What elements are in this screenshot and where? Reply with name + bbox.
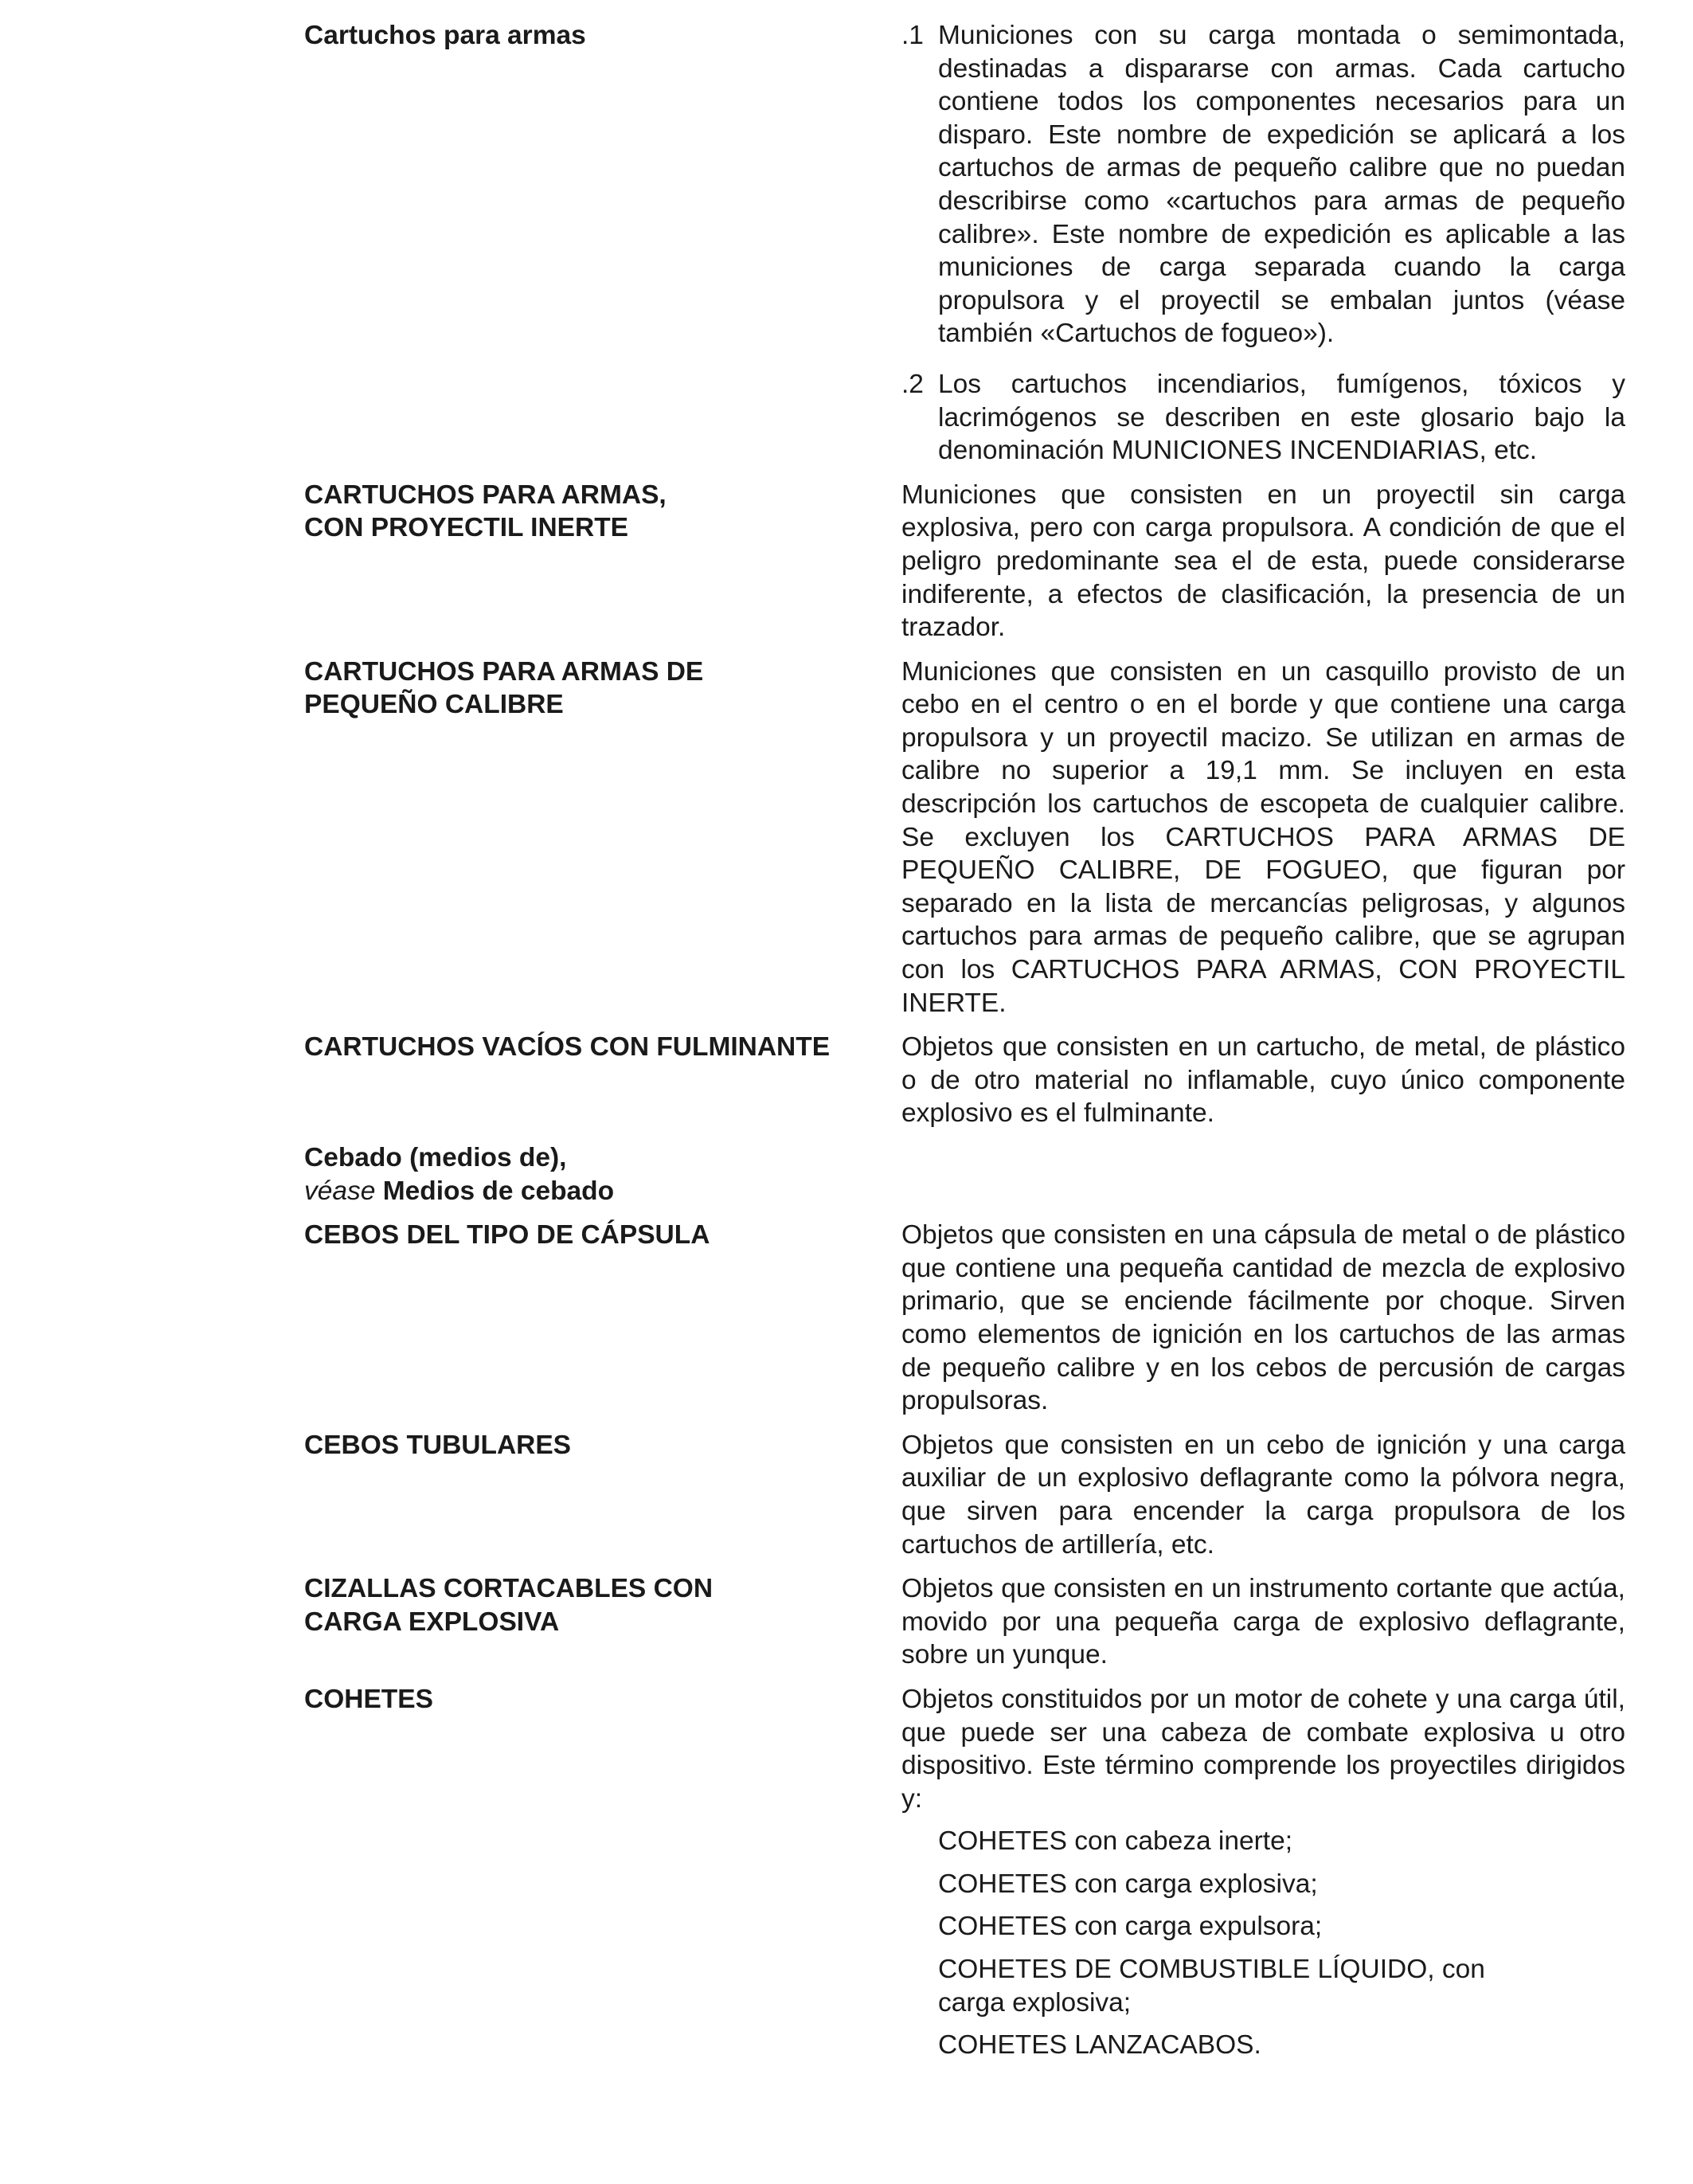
glossary-page [304, 19, 1658, 2062]
numbered-paragraph [901, 368, 1625, 468]
glossary-entry [304, 656, 1658, 1020]
definition-text: Objetos que consisten en un cebo de ignición y una carga auxiliar de un explosivo deflagrante como la pólvora negra, que sirven para encender la carga propulsora de los cartuchos de artillería, etc. [901, 1430, 1625, 1560]
definition-text: Objetos que consisten en un instrumento cortante que actúa, movido por una pequeña carga de explosivo deflagrante, sobre un yunque. [901, 1574, 1625, 1670]
paragraph-number: .2 [901, 369, 924, 399]
see-word: véase [304, 1176, 376, 1206]
definition-text: Municiones que consisten en un casquillo provisto de un cebo en el centro o en el borde y que contiene una carga propulsora y un proyectil macizo. Se utilizan en armas de calibre no superior a 19,1 mm. Se incluyen en esta descripción los cartuchos de escopeta de cualquier calibre. Se excluyen los CARTUCHOS PARA ARMAS DE PEQUEÑO CALIBRE, DE FOGUEO, que figuran por separado en la lista de mercancías peligrosas, y algunos cartuchos para armas de pequeño calibre, que se agrupan con los CARTUCHOS PARA ARMAS, CON PROYECTIL INERTE. [901, 656, 1625, 1018]
glossary-entry [304, 1141, 1658, 1207]
entry-term [304, 1572, 901, 1638]
entry-term [304, 1683, 901, 1716]
entry-definition [901, 1031, 1625, 1130]
glossary-entry [304, 479, 1658, 644]
list-item-line: COHETES DE COMBUSTIBLE LÍQUIDO, con [938, 1955, 1485, 1985]
term-line: CEBOS DEL TIPO DE CÁPSULA [304, 1220, 710, 1251]
term-line: CARGA EXPLOSIVA [304, 1607, 560, 1637]
sub-item-list [938, 1825, 1625, 2062]
entry-term [304, 19, 901, 53]
paragraph-text: Los cartuchos incendiarios, fumígenos, tóxicos y lacrimógenos se describen en este glosario bajo la denominación MUNICIONES INCENDIARIAS, etc. [938, 369, 1625, 466]
see-target: Medios de cebado [382, 1176, 615, 1206]
list-item: COHETES con cabeza inerte; [938, 1826, 1293, 1857]
glossary-entry [304, 1031, 1658, 1130]
numbered-paragraph [901, 19, 1625, 350]
term-line: CON PROYECTIL INERTE [304, 513, 629, 543]
term-line: Cebado (medios de), [304, 1143, 567, 1172]
glossary-entry [304, 1219, 1658, 1418]
paragraph-text: Municiones con su carga montada o semimontada, destinadas a dispararse con armas. Cada cartucho contiene todos los componentes necesarios para un disparo. Este nombre de expedición se aplicará a los cartuchos de armas de pequeño calibre que no puedan describirse como «cartuchos para armas de pequeño calibre». Este nombre de expedición es aplicable a las municiones de carga separada cuando la carga propulsora y el proyectil se embalan juntos (véase también «Cartuchos de fogueo»). [938, 21, 1625, 349]
glossary-entry [304, 1572, 1658, 1672]
term-line: CARTUCHOS PARA ARMAS, [304, 479, 667, 510]
term-line: CARTUCHOS VACÍOS CON FULMINANTE [304, 1032, 831, 1063]
term-line: Cartuchos para armas [304, 21, 586, 50]
entry-definition [901, 1683, 1625, 2062]
entry-term [304, 656, 901, 722]
entry-definition [901, 19, 1625, 468]
entry-term [304, 1031, 901, 1064]
glossary-entry [304, 19, 1658, 468]
definition-text: Objetos que consisten en un cartucho, de metal, de plástico o de otro material no inflamable, cuyo único componente explosivo es el fulminante. [901, 1032, 1625, 1129]
list-item: COHETES LANZACABOS. [938, 2030, 1261, 2061]
entry-definition [901, 656, 1625, 1020]
entry-term [304, 1219, 901, 1252]
glossary-entry [304, 1429, 1658, 1561]
term-line: CARTUCHOS PARA ARMAS DE [304, 656, 704, 687]
list-item-line: carga explosiva; [938, 1987, 1132, 2018]
entry-term [304, 1429, 901, 1462]
cross-reference [304, 1175, 878, 1208]
term-line: PEQUEÑO CALIBRE [304, 690, 564, 720]
entry-definition [901, 1219, 1625, 1418]
entry-term [304, 479, 901, 545]
glossary-entry [304, 1683, 1658, 2062]
term-line: CEBOS TUBULARES [304, 1430, 572, 1460]
term-line: COHETES [304, 1684, 433, 1714]
entry-definition [901, 1572, 1625, 1672]
entry-definition [901, 479, 1625, 644]
definition-text: Objetos constituidos por un motor de cohete y una carga útil, que puede ser una cabeza de combate explosiva u otro dispositivo. Este término comprende los proyectiles dirigidos y: [901, 1684, 1625, 1814]
term-line: CIZALLAS CORTACABLES CON [304, 1574, 714, 1604]
definition-text: Objetos que consisten en una cápsula de metal o de plástico que contiene una pequeña cantidad de mezcla de explosivo primario, que se enciende fácilmente por choque. Sirven como elementos de ignición en los cartuchos de las armas de pequeño calibre y en los cebos de percusión de cargas propulsoras. [901, 1220, 1625, 1416]
paragraph-number: .1 [901, 21, 924, 50]
definition-text: Municiones que consisten en un proyectil sin carga explosiva, pero con carga propulsora. A condición de que el peligro predominante sea el de esta, puede considerarse indiferente, a efectos de clasificación, la presencia de un trazador. [901, 479, 1625, 643]
list-item [938, 1953, 1625, 2019]
entry-definition [901, 1429, 1625, 1561]
list-item: COHETES con carga explosiva; [938, 1869, 1318, 1899]
list-item: COHETES con carga expulsora; [938, 1912, 1323, 1942]
entry-term [304, 1141, 901, 1207]
